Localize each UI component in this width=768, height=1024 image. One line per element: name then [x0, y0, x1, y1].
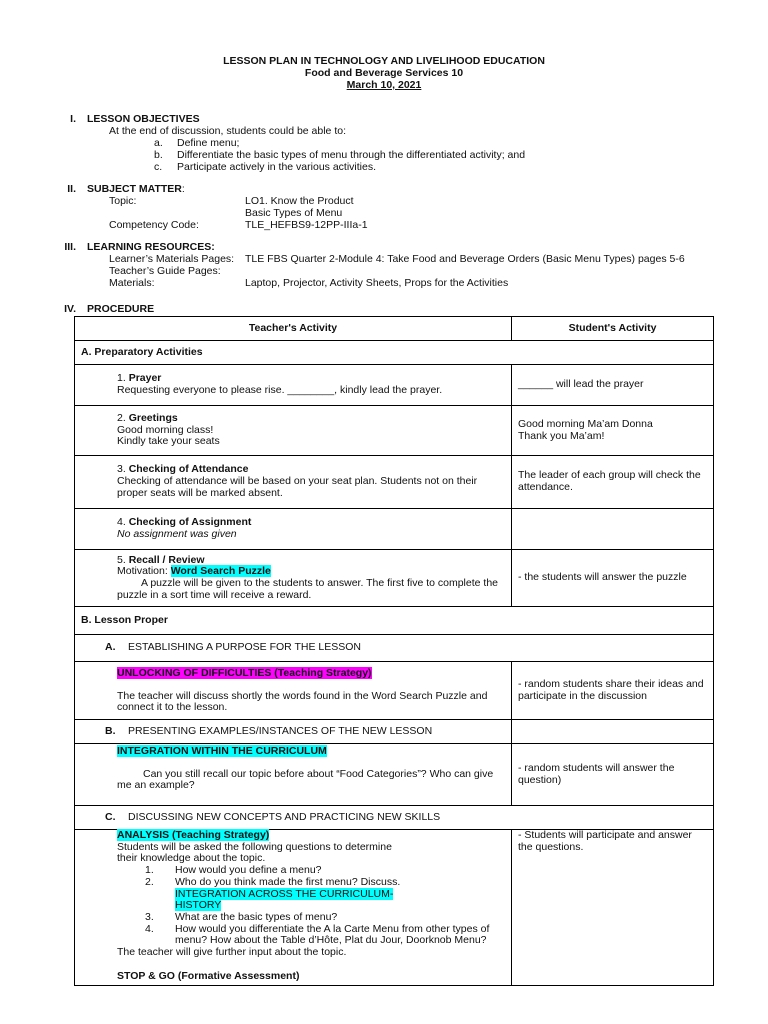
greetings-body-line2: Kindly take your seats [117, 435, 220, 448]
section-number-resources: III. [64, 241, 76, 253]
learners-materials-value: TLE FBS Quarter 2-Module 4: Take Food and Beverage Orders (Basic Menu Types) pages 5-6 [245, 253, 685, 265]
attendance-student-cell: The leader of each group will check the attendance. [512, 456, 714, 509]
materials-value: Laptop, Projector, Activity Sheets, Props for the Activities [245, 277, 509, 289]
integration-teacher-cell [75, 744, 512, 806]
unlocking-body: The teacher will discuss shortly the words found in the Word Search Puzzle and connect it to the lesson. [117, 689, 488, 714]
prayer-student-cell: ______ will lead the prayer [512, 365, 714, 406]
analysis-strategy-line [81, 830, 505, 842]
greetings-student-line1: Good morning Ma’am Donna [518, 417, 653, 430]
integration-body: Can you still recall our topic before about “Food Categories”? Who can give me an example? [117, 767, 494, 792]
question-text-3: What are the basic types of menu? [175, 910, 338, 923]
column-header-student: Student's Activity [512, 317, 714, 341]
objective-letter-a: a. [154, 137, 163, 149]
recall-body: A puzzle will be given to the students to answer. The first five to complete the puzzle in a sort time will receive a reward. [117, 577, 498, 601]
section-heading-subject-matter [87, 183, 185, 195]
attendance-number: 3. [117, 463, 129, 476]
question-number-4: 4. [145, 922, 154, 935]
section-a-title: ESTABLISHING A PURPOSE FOR THE LESSON [128, 641, 362, 654]
document-title: LESSON PLAN IN TECHNOLOGY AND LIVELIHOOD EDUCATION [223, 55, 545, 67]
section-a-letter: A. [105, 641, 116, 654]
assignment-body: No assignment was given [117, 528, 237, 540]
prayer-teacher-cell [75, 365, 512, 406]
teachers-guide-label: Teacher’s Guide Pages: [109, 265, 221, 277]
analysis-teacher-cell [75, 830, 512, 986]
motivation-value: Word Search Puzzle [170, 565, 271, 578]
stop-and-go-heading: STOP & GO (Formative Assessment) [117, 969, 300, 982]
section-c-title: DISCUSSING NEW CONCEPTS AND PRACTICING NEW SKILLS [128, 810, 441, 823]
question-number-2: 2. [145, 875, 154, 888]
table-row-assignment [75, 509, 714, 550]
subject-matter-heading-text: SUBJECT MATTER [87, 183, 182, 195]
attendance-teacher-cell [75, 456, 512, 509]
objective-item-a: Define menu; [177, 137, 240, 149]
section-a-heading [75, 635, 714, 662]
integration-student-cell: - random students will answer the question) [512, 744, 714, 806]
section-number-subject-matter: II. [67, 183, 76, 195]
analysis-closing: The teacher will give further input about the topic. [117, 946, 347, 959]
table-row-unlocking [75, 662, 714, 720]
integration-strategy: INTEGRATION WITHIN THE CURRICULUM [117, 745, 327, 757]
objective-item-b: Differentiate the basic types of menu through the differentiated activity; and [177, 149, 526, 161]
recall-teacher-cell [75, 550, 512, 607]
question-text-1: How would you define a menu? [175, 864, 322, 877]
analysis-intro-line2: their knowledge about the topic. [117, 852, 266, 865]
unlocking-strategy-line [81, 668, 505, 680]
document-header [0, 55, 768, 91]
greetings-teacher-cell [75, 406, 512, 456]
section-b-student-cell [512, 720, 714, 744]
document-subject: Food and Beverage Services 10 [304, 67, 464, 79]
question-number-1: 1. [145, 864, 154, 877]
table-row-integration [75, 744, 714, 806]
topic-value-line1: LO1. Know the Product [245, 195, 354, 207]
section-heading-procedure: PROCEDURE [87, 303, 155, 315]
analysis-intro-line1: Students will be asked the following questions to determine [117, 840, 392, 853]
assignment-title: Checking of Assignment [128, 516, 252, 529]
lesson-proper-heading: B. Lesson Proper [75, 607, 714, 635]
table-row-attendance [75, 456, 714, 509]
greetings-body-line1: Good morning class! [117, 423, 214, 436]
list-item [117, 924, 505, 947]
objective-letter-c: c. [154, 161, 163, 173]
table-row-section-b [75, 720, 714, 744]
unlocking-strategy: UNLOCKING OF DIFFICULTIES (Teaching Strategy) [117, 667, 372, 679]
question-number-3: 3. [145, 910, 154, 923]
topic-label: Topic: [109, 195, 137, 207]
attendance-title: Checking of Attendance [128, 463, 249, 476]
recall-title: Recall / Review [128, 553, 205, 566]
analysis-question-list [81, 865, 505, 947]
unlocking-teacher-cell [75, 662, 512, 720]
assignment-student-cell [512, 509, 714, 550]
greetings-title: Greetings [128, 411, 178, 424]
section-b-heading [75, 720, 512, 744]
column-header-teacher: Teacher's Activity [75, 317, 512, 341]
list-item [117, 877, 505, 889]
prayer-number: 1. [117, 372, 129, 385]
prayer-body: Requesting everyone to please rise. ________, kindly lead the prayer. [117, 384, 443, 396]
table-row-greetings [75, 406, 714, 456]
table-row-lesson-proper-heading [75, 607, 714, 635]
section-heading-resources: LEARNING RESOURCES: [87, 241, 215, 253]
assignment-number: 4. [117, 516, 129, 529]
materials-label: Materials: [109, 277, 155, 289]
section-heading-objectives: LESSON OBJECTIVES [87, 113, 200, 125]
recall-student-cell: - the students will answer the puzzle [512, 550, 714, 607]
section-c-letter: C. [105, 810, 116, 823]
unlocking-student-cell: - random students share their ideas and participate in the discussion [512, 662, 714, 720]
analysis-spacer [81, 959, 505, 971]
section-number-objectives: I. [70, 113, 76, 125]
assignment-teacher-cell [75, 509, 512, 550]
competency-code-label: Competency Code: [109, 219, 199, 231]
table-header-row [75, 317, 714, 341]
list-item [117, 912, 505, 924]
preparatory-activities-heading: A. Preparatory Activities [75, 341, 714, 365]
document-date: March 10, 2021 [346, 79, 422, 91]
integration-strategy-line [81, 746, 505, 758]
table-row-preparatory-heading [75, 341, 714, 365]
integration-across-highlight-1: INTEGRATION ACROSS THE CURRICULUM- [175, 887, 394, 900]
objective-item-c: Participate actively in the various activities. [177, 161, 377, 173]
integration-across-highlight-2: HISTORY [175, 899, 222, 912]
greetings-student-line2: Thank you Ma’am! [518, 429, 605, 442]
competency-code-value: TLE_HEFBS9-12PP-IIIa-1 [245, 219, 368, 231]
prayer-title: Prayer [128, 372, 162, 385]
question-text-4: How would you differentiate the A la Carte Menu from other types of menu? How about the Table d’Hôte, Plat du Jour, Doorknob Menu? [175, 922, 490, 947]
subject-matter-heading-colon: : [181, 183, 185, 195]
section-c-heading [75, 806, 714, 830]
learners-materials-label: Learner’s Materials Pages: [109, 253, 235, 265]
analysis-strategy: ANALYSIS (Teaching Strategy) [117, 829, 270, 841]
greetings-student-cell [512, 406, 714, 456]
analysis-student-cell: - Students will participate and answer the questions. [512, 830, 714, 986]
table-row-section-c [75, 806, 714, 830]
table-row-section-a [75, 635, 714, 662]
attendance-body: Checking of attendance will be based on your seat plan. Students not on their proper seats will be marked absent. [117, 475, 478, 499]
table-row-prayer [75, 365, 714, 406]
objective-letter-b: b. [154, 149, 163, 161]
recall-number: 5. [117, 553, 129, 566]
section-b-title: PRESENTING EXAMPLES/INSTANCES OF THE NEW LESSON [128, 724, 433, 737]
greetings-title-line [81, 413, 505, 425]
motivation-label: Motivation: [117, 565, 171, 578]
section-number-procedure: IV. [64, 303, 76, 315]
table-row-recall [75, 550, 714, 607]
topic-value-line2: Basic Types of Menu [245, 207, 343, 219]
question-text-2: Who do you think made the first menu? Discuss. [175, 875, 401, 888]
objectives-intro: At the end of discussion, students could be able to: [109, 125, 346, 137]
table-row-analysis [75, 830, 714, 986]
procedure-table [74, 316, 714, 986]
greetings-number: 2. [117, 411, 129, 424]
section-b-letter: B. [105, 724, 116, 737]
